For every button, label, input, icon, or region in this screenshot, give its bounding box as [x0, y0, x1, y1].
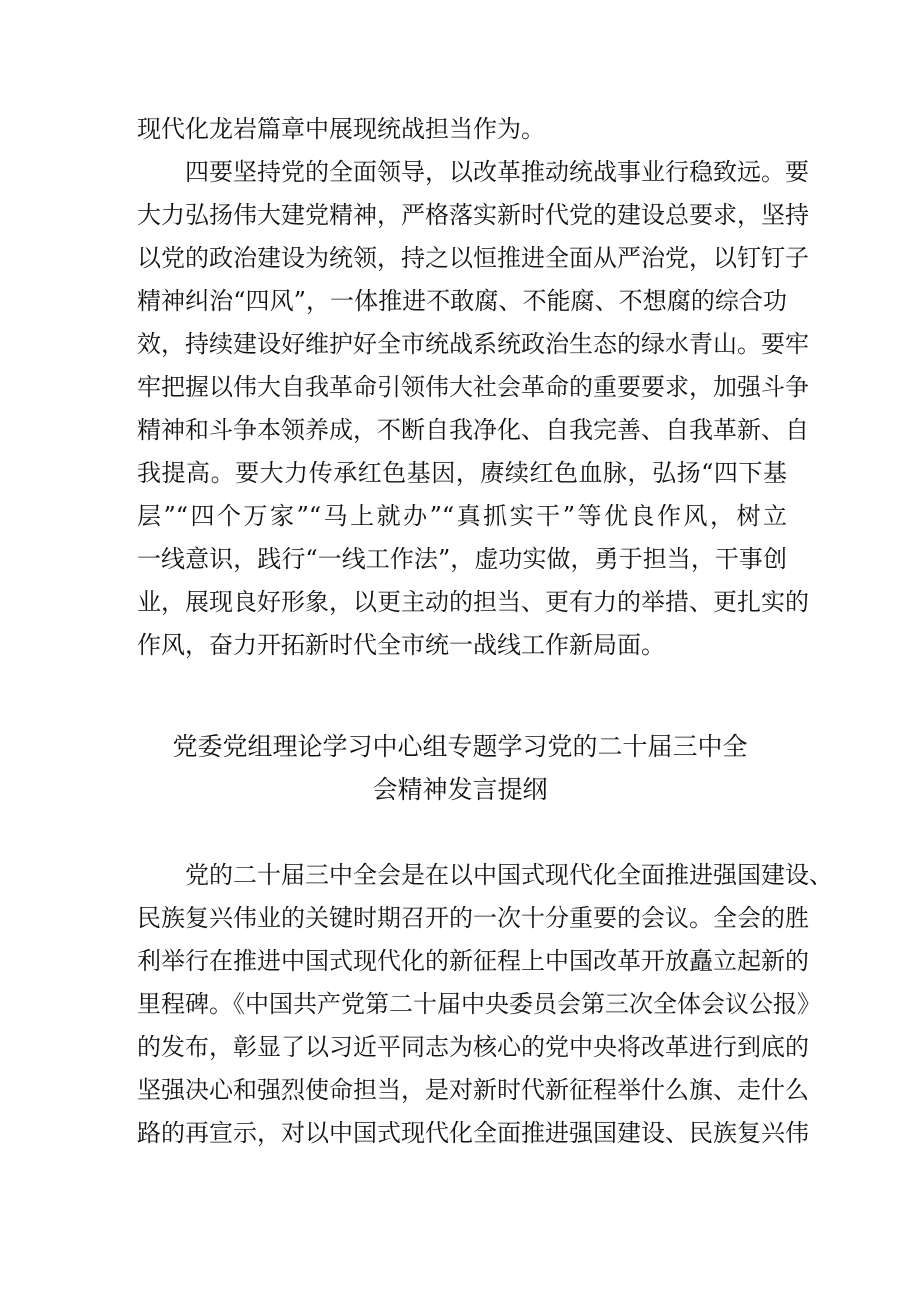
paragraph-line: 层”“四个万家”“马上就办”“真抓实干”等优良作风，树立: [137, 502, 787, 530]
paragraph-line: 以党的政治建设为统领，持之以恒推进全面从严治党，以钉钉子: [137, 244, 809, 272]
paragraph-line: 牢把握以伟大自我革命引领伟大社会革命的重要要求，加强斗争: [137, 373, 809, 401]
section-title-line-1: 党委党组理论学习中心组专题学习党的二十届三中全: [172, 732, 748, 761]
paragraph-line: 精神和斗争本领养成，不断自我净化、自我完善、自我革新、自: [137, 416, 809, 444]
paragraph-line: 作风，奋力开拓新时代全市统一战线工作新局面。: [137, 631, 665, 659]
paragraph-line: 效，持续建设好维护好全市统战系统政治生态的绿水青山。要牢: [137, 330, 809, 358]
paragraph-line: 我提高。要大力传承红色基因，赓续红色血脉，弘扬“四下基: [137, 459, 787, 487]
paragraph-line: 民族复兴伟业的关键时期召开的一次十分重要的会议。全会的胜: [137, 904, 809, 932]
paragraph-line: 四要坚持党的全面领导，以改革推动统战事业行稳致远。要: [137, 158, 809, 186]
paragraph-line: 里程碑。《中国共产党第二十届中央委员会第三次全体会议公报》: [137, 990, 821, 1018]
paragraph-line: 路的再宣示，对以中国式现代化全面推进强国建设、民族复兴伟: [137, 1119, 809, 1147]
paragraph-line: 的发布，彰显了以习近平同志为核心的党中央将改革进行到底的: [137, 1033, 809, 1061]
paragraph-line: 党的二十届三中全会是在以中国式现代化全面推进强国建设、: [137, 861, 833, 889]
paragraph-line: 大力弘扬伟大建党精神，严格落实新时代党的建设总要求，坚持: [137, 201, 809, 229]
paragraph-line: 坚强决心和强烈使命担当，是对新时代新征程举什么旗、走什么: [137, 1076, 809, 1104]
paragraph-line: 利举行在推进中国式现代化的新征程上中国改革开放矗立起新的: [137, 947, 809, 975]
paragraph-line: 精神纠治“四风”，一体推进不敢腐、不能腐、不想腐的综合功: [137, 287, 787, 315]
paragraph-line: 一线意识，践行“一线工作法”，虚功实做，勇于担当，干事创: [137, 545, 787, 573]
paragraph-line: 现代化龙岩篇章中展现统战担当作为。: [137, 115, 545, 143]
paragraph-line: 业，展现良好形象，以更主动的担当、更有力的举措、更扎实的: [137, 588, 809, 616]
section-title-line-2: 会精神发言提纲: [372, 775, 548, 804]
